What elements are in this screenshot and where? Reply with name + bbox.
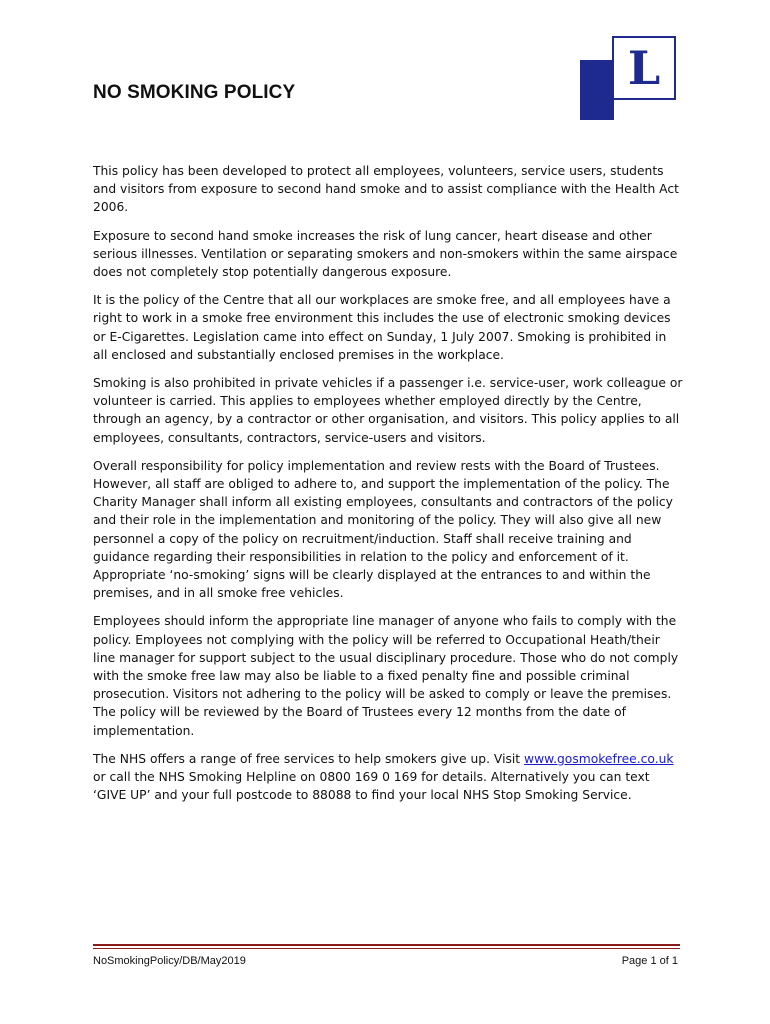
- logo-letter: L: [627, 41, 661, 95]
- organisation-logo: [580, 36, 674, 120]
- nhs-intro: The NHS offers a range of free services to help smokers give up. Visit: [93, 751, 525, 766]
- gosmokefree-link[interactable]: www.gosmokefree.co.uk: [524, 751, 674, 766]
- footer-rule-thick: [93, 944, 680, 946]
- paragraph-exposure: Exposure to second hand smoke increases the risk of lung cancer, heart disease and other serious illnesses. Ventilation or separating smokers and non-smokers within the same airspace does not completely stop potentially dangerous exposure.: [93, 228, 678, 280]
- logo-letter-box: [612, 36, 676, 100]
- page-number: Page 1 of 1: [621, 955, 678, 967]
- nhs-details: or call the NHS Smoking Helpline on 0800 169 0 169 for details. Alternatively you can text ‘GIVE UP’ and your full postcode to 88088 to find your local NHS Stop Smoking Service.: [93, 770, 650, 803]
- paragraph-nhs: [93, 750, 683, 805]
- paragraph-responsibility: Overall responsibility for policy implementation and review rests with the Board of Trustees. However, all staff are obliged to adhere to, and support the implementation of the policy. The Charity Manager shall inform all existing employees, consultants and contractors of the policy and their role in the implementation and monitoring of the policy. They will also give all new personnel a copy of the policy on recruitment/induction. Staff shall receive training and guidance regarding their responsibilities in relation to the policy and enforcement of it. Appropriate ‘no-smoking’ signs will be clearly displayed at the entrances to and within the premises, and in all smoke free vehicles.: [93, 458, 673, 601]
- policy-body: [93, 162, 683, 815]
- page-title: NO SMOKING POLICY: [93, 82, 296, 103]
- paragraph-compliance: Employees should inform the appropriate line manager of anyone who fails to comply with the policy. Employees not complying with the policy will be referred to Occupational Heath/their line manager for support subject to the usual disciplinary procedure. Those who do not comply with the smoke free law may also be liable to a fixed penalty fine and possible criminal prosecution. Visitors not adhering to the policy will be asked to comply or leave the premises. The policy will be reviewed by the Board of Trustees every 12 months from the date of implementation.: [93, 614, 679, 738]
- paragraph-policy: It is the policy of the Centre that all our workplaces are smoke free, and all employees have a right to work in a smoke free environment this includes the use of electronic smoking devices or E-Cigarettes. Legislation came into effect on Sunday, 1 July 2007. Smoking is prohibited in all enclosed and substantially enclosed premises in the workplace.: [93, 293, 671, 362]
- logo-back-block: [580, 60, 614, 120]
- document-reference: NoSmokingPolicy/DB/May2019: [93, 955, 246, 967]
- paragraph-purpose: This policy has been developed to protect all employees, volunteers, service users, students and visitors from exposure to second hand smoke and to assist compliance with the Health Act 2006.: [93, 164, 679, 215]
- paragraph-vehicles: Smoking is also prohibited in private vehicles if a passenger i.e. service-user, work colleague or volunteer is carried. This applies to employees whether employed directly by the Centre, through an agency, by a contractor or other organisation, and visitors. This policy applies to all employees, consultants, contractors, service-users and visitors.: [93, 376, 683, 445]
- footer-rule-thin: [93, 948, 680, 949]
